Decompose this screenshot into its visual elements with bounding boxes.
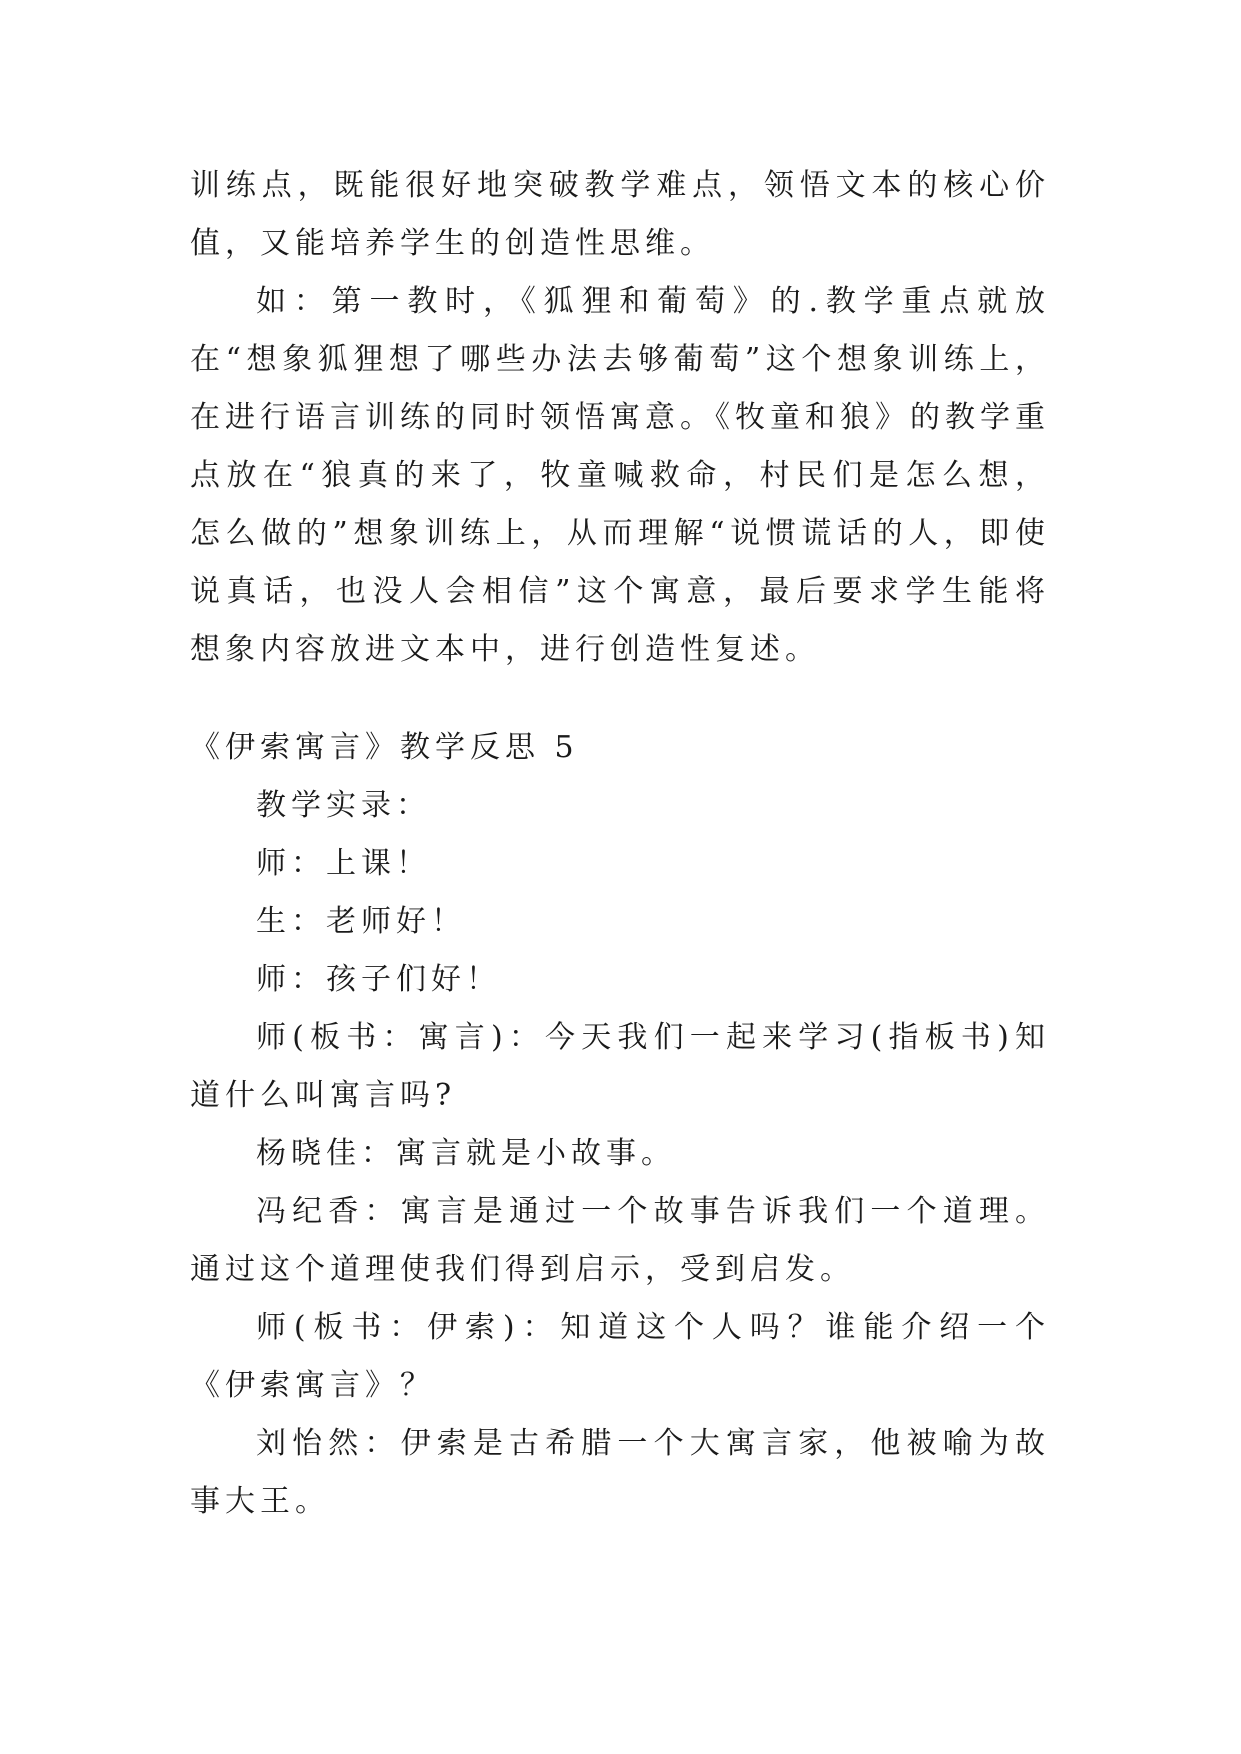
dialogue-line: 师(板书：寓言)：今天我们一起来学习(指板书)知道什么叫寓言吗? bbox=[190, 1020, 1050, 1113]
dialogue-line: 刘怡然：伊索是古希腊一个大寓言家，他被喻为故事大王。 bbox=[190, 1426, 1050, 1519]
dialogue-line: 师：孩子们好！ bbox=[256, 962, 501, 997]
section-title: 《伊索寓言》教学反思 5 bbox=[190, 730, 579, 765]
dialogue-line: 杨晓佳：寓言就是小故事。 bbox=[256, 1136, 676, 1171]
dialogue-line: 冯纪香：寓言是通过一个故事告诉我们一个道理。通过这个道理使我们得到启示，受到启发。 bbox=[190, 1194, 1050, 1287]
dialogue-line: 师：上课！ bbox=[256, 846, 431, 881]
section-gap bbox=[190, 679, 1050, 719]
dialogue-line: 师(板书：伊索)：知道这个人吗？谁能介绍一个《伊索寓言》？ bbox=[190, 1310, 1050, 1403]
paragraph-training-point: 训练点，既能很好地突破教学难点，领悟文本的核心价值，又能培养学生的创造性思维。 bbox=[190, 168, 1050, 261]
paragraph-example: 如：第一教时，《狐狸和葡萄》的.教学重点就放在“想象狐狸想了哪些办法去够葡萄”这个想象训练上，在进行语言训练的同时领悟寓意。《牧童和狼》的教学重点放在“狼真的来了，牧童喊救命，村民们是怎么想，怎么做的”想象训练上，从而理解“说惯谎话的人，即使说真话，也没人会相信”这个寓意，最后要求学生能将想象内容放进文本中，进行创造性复述。 bbox=[190, 284, 1050, 667]
paragraph-record-heading: 教学实录： bbox=[256, 788, 431, 823]
dialogue-line: 生：老师好！ bbox=[256, 904, 466, 939]
document-page bbox=[190, 157, 1050, 1531]
